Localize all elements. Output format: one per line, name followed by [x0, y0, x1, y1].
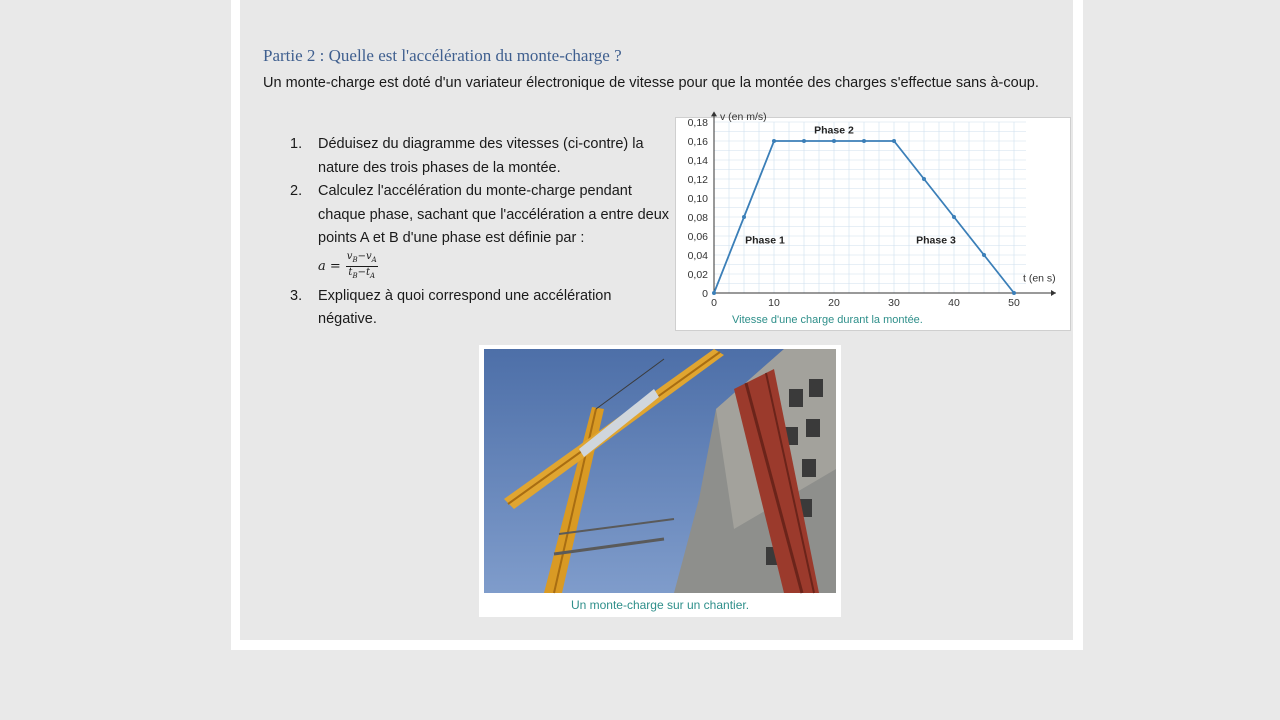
data-point [892, 139, 896, 143]
data-point [862, 139, 866, 143]
formula-fraction [346, 251, 378, 282]
y-tick-label: 0 [702, 288, 708, 300]
x-axis-arrow [1051, 290, 1056, 296]
y-tick-label: 0,14 [687, 155, 708, 167]
question-number: 3. [290, 287, 303, 304]
data-point [952, 215, 956, 219]
data-point [922, 177, 926, 181]
data-point [742, 215, 746, 219]
question-item [290, 285, 670, 332]
y-tick-label: 0,06 [687, 231, 708, 243]
acceleration-formula [318, 251, 670, 283]
crane-photo [484, 349, 836, 593]
crane-photo-figure [479, 345, 841, 617]
x-tick-label: 0 [711, 297, 717, 309]
y-tick-label: 0,18 [687, 117, 708, 129]
formula-numerator: $v_B-v_A$ [346, 251, 378, 267]
x-tick-label: 30 [888, 297, 900, 309]
x-tick-label: 10 [768, 297, 780, 309]
y-tick-label: 0,08 [687, 212, 708, 224]
y-tick-label: 0,10 [687, 193, 708, 205]
question-item [290, 180, 670, 283]
y-tick-label: 0,04 [687, 250, 708, 262]
phase-label: Phase 1 [745, 234, 785, 247]
phase-label: Phase 3 [916, 234, 956, 247]
chart-caption: Vitesse d'une charge durant la montée. [732, 314, 923, 326]
photo-caption: Un monte-charge sur un chantier. [570, 598, 750, 612]
question-number: 2. [290, 183, 303, 199]
y-axis-label: v (en m/s) [720, 111, 767, 123]
x-axis-label: t (en s) [1023, 272, 1056, 285]
data-point [802, 139, 806, 143]
velocity-chart [676, 111, 1070, 314]
formula-denominator: $t_B-t_A$ [348, 267, 376, 280]
x-tick-label: 50 [1008, 297, 1020, 309]
data-point [712, 291, 716, 295]
x-tick-label: 40 [948, 297, 960, 309]
question-number: 1. [290, 136, 303, 152]
question-text: Expliquez à quoi correspond une accélération négative. [318, 287, 612, 327]
intro-paragraph: Un monte-charge est doté d'un variateur électronique de vitesse pour que la montée des charges s'effectue sans à-coup. [263, 75, 1039, 91]
velocity-chart-figure [675, 111, 1071, 331]
y-tick-label: 0,02 [687, 269, 708, 281]
formula-lhs: a = [318, 258, 341, 274]
question-text: Déduisez du diagramme des vitesses (ci-contre) la nature des trois phases de la montée. [318, 136, 644, 176]
data-point [772, 139, 776, 143]
phase-label: Phase 2 [814, 124, 854, 137]
data-point [832, 139, 836, 143]
question-list [290, 133, 670, 332]
y-tick-label: 0,16 [687, 136, 708, 148]
question-text: Calculez l'accélération du monte-charge pendant chaque phase, sachant que l'accélération a entre deux points A et B d'une phase est définie par : [318, 183, 670, 246]
y-tick-label: 0,12 [687, 174, 708, 186]
data-point [1012, 291, 1016, 295]
data-point [982, 253, 986, 257]
section-title: Partie 2 : Quelle est l'accélération du monte-charge ? [263, 46, 622, 65]
question-item [290, 133, 670, 180]
x-tick-label: 20 [828, 297, 840, 309]
